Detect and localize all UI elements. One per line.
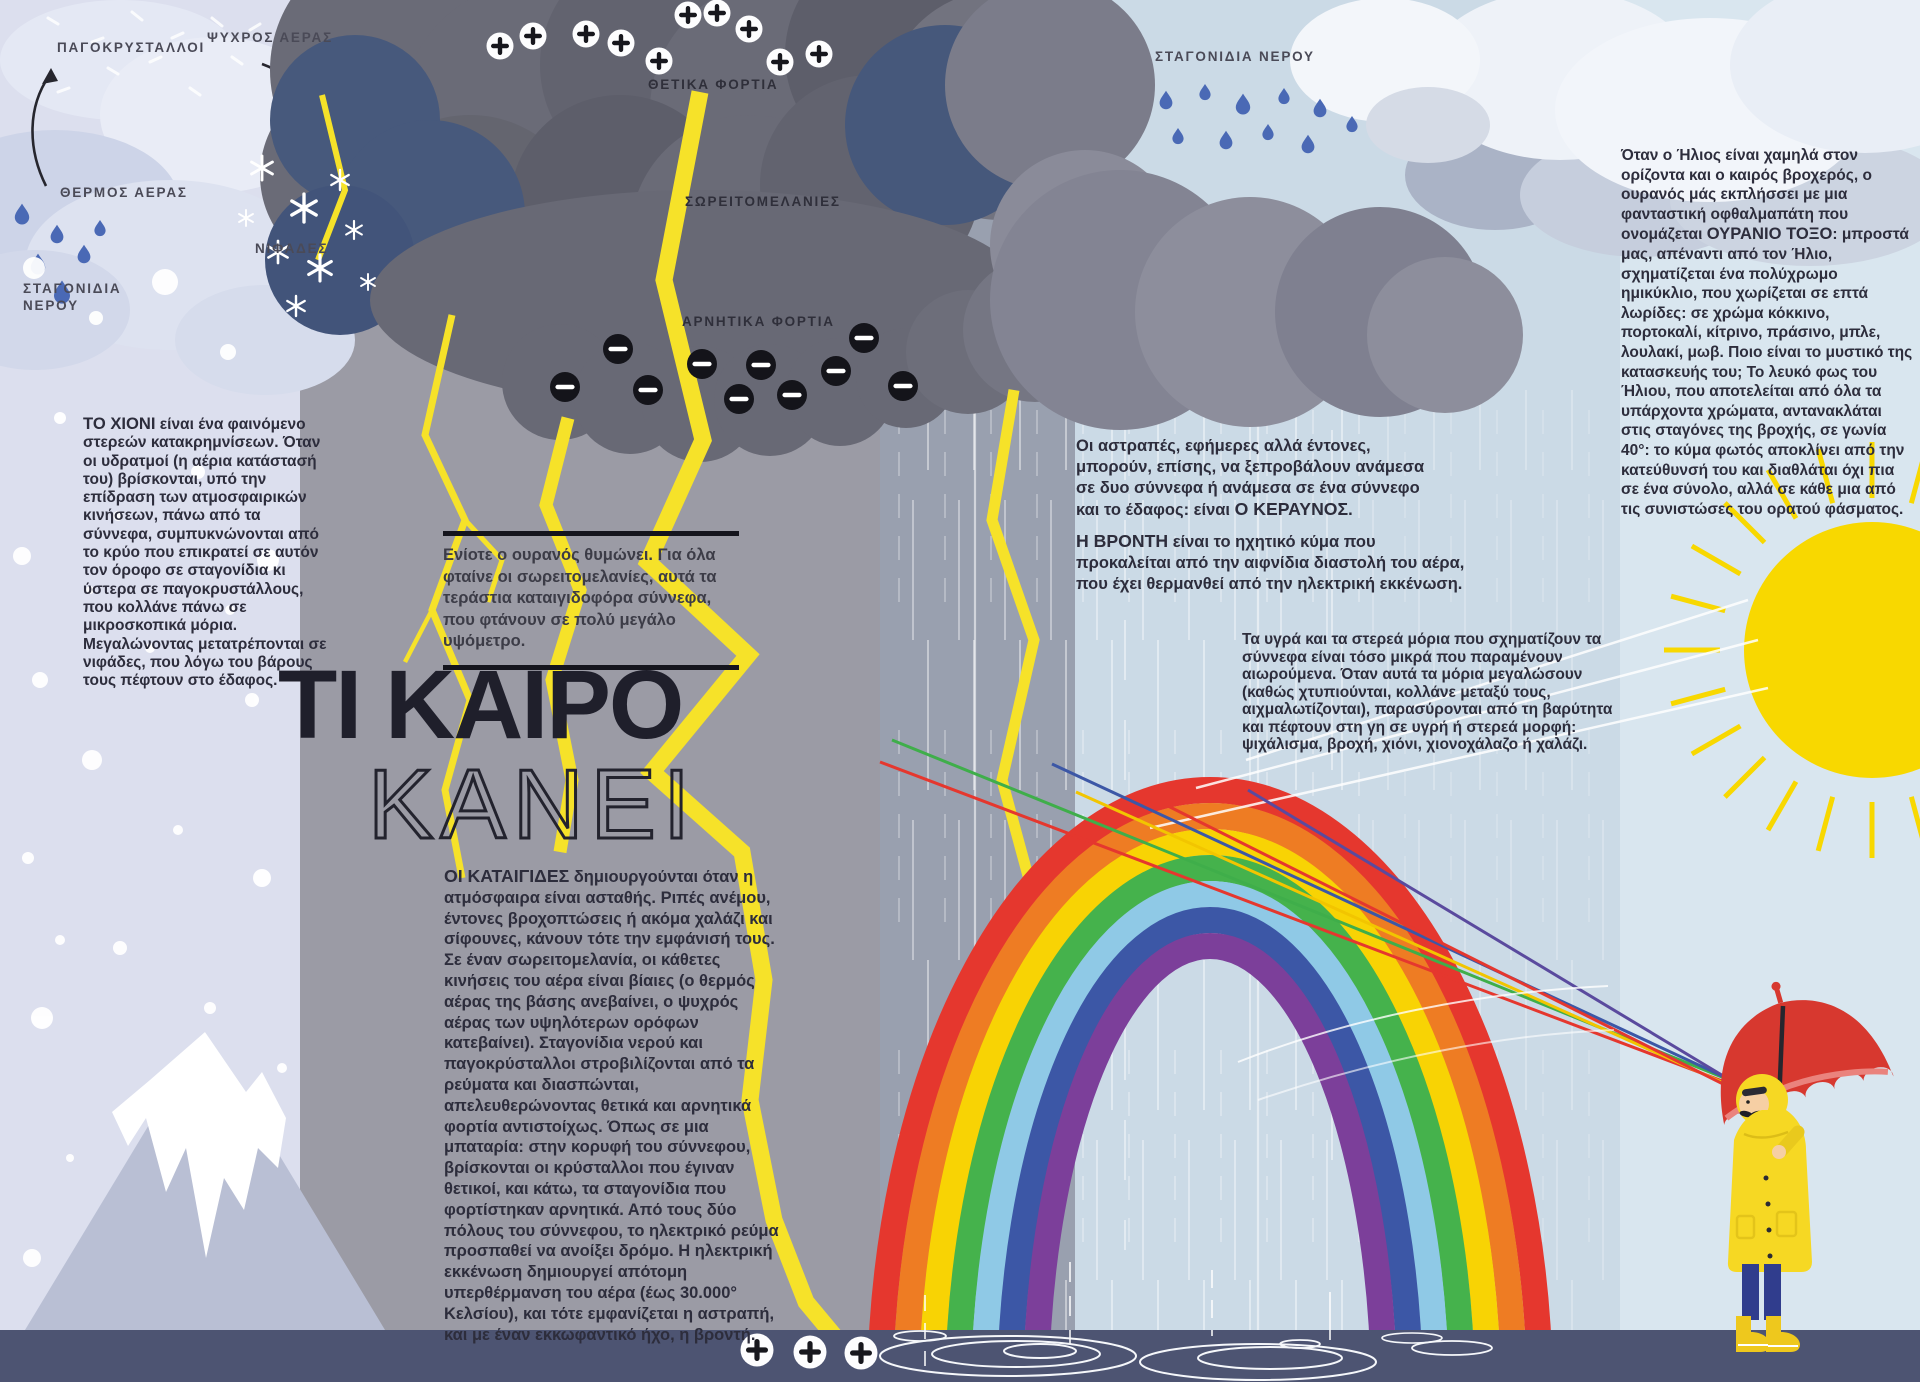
eye — [1746, 1100, 1750, 1104]
storms-section-body: δημιουργούνται όταν η ατμόσφαιρα είναι ασταθής. Ριπές ανέμου, έντονες βροχοπτώσεις ή ακόμα χαλάζι και σίφουνες, κάνουν τότε την εμφάνισή τους. Σε έναν σωρειτομελανία, οι κάθετες κινήσεις του αέρα είναι βίαιες (ο θερμός αέρας της βάσης ανεβαίνει, ο ψυχρός αέρας των υψηλότερων ορόφων κατεβαίνει). Σταγονίδια νερού και παγοκρύσταλλοι στροβιλίζονται από τα ρεύματα και διασπώνται, απελευθερώνοντας θετικά και αρνητικά φορτία αντιστοίχως. Όπως σε μια μπαταρία: στην κορυφή του σύννεφου, βρίσκονται οι κρύσταλλοι που έγιναν θετικοί, και κάτω, τα σταγονίδια που φορτίστηκαν αρνητικά. Από τους δύο πόλους του σύννεφου, το ηλεκτρικό ρεύμα προσπαθεί να ανοίξει δρόμο. Η ηλεκτρική εκκένωση δημιουργεί απότομη υπερθέρμανση του αέρα (έως 30.000° Κελσίου), και τότε εμφανίζεται η αστραπή, και με έναν εκκωφαντικό ήχο, η βροντή. — [444, 868, 779, 1344]
negative-charge-icon — [777, 380, 807, 410]
positive-charge-icon — [487, 33, 514, 60]
negative-charge-icon — [888, 371, 918, 401]
button — [1766, 1202, 1771, 1207]
label-cumulonimbus: ΣΩΡΕΙΤΟΜΕΛΑΝΙΕΣ — [685, 194, 841, 209]
positive-charge-icon — [767, 49, 794, 76]
page-title-line2: ΚΑΝΕΙ — [368, 749, 698, 859]
negative-charge-icon — [603, 334, 633, 364]
positive-charge-icon — [806, 41, 833, 68]
cumulonimbus-callout: Ενίοτε ο ουρανός θυμώνει. Για όλα φταίνε οι σωρειτομελανίες, αυτά τα τεράστια καταιγιδοφόρα σύννεφα, που φτάνουν σε πολύ μεγάλο υψόμετρο. — [443, 531, 739, 670]
pants-leg — [1742, 1264, 1759, 1320]
button — [1768, 1254, 1773, 1259]
label-warm-air: ΘΕΡΜΟΣ ΑΕΡΑΣ — [60, 185, 188, 200]
positive-charge-icon — [794, 1336, 827, 1369]
positive-charge-icon — [608, 30, 635, 57]
label-negative-charges: ΑΡΝΗΤΙΚΑ ΦΟΡΤΙΑ — [682, 314, 835, 329]
rainbow-section-bold: ΟΥΡΑΝΙΟ ΤΟΞΟ — [1706, 224, 1833, 244]
lightning-section-text — [1076, 436, 1444, 521]
negative-charge-icon — [849, 323, 879, 353]
precipitation-section-text: Τα υγρά και τα στερεά μόρια που σχηματίζουν τα σύννεφα είναι τόσο μικρά που παραμένουν αιωρούμενα. Όταν αυτά τα μόρια μεγαλώσουν (καθώς χτυπιούνται, κολλάνε μεταξύ τους, αιχμαλωτίζονται), παρασύρονται από τη βαρύτητα και πέφτουν στη γη σε υγρή ή στερεά μορφή: ψιχάλισμα, βροχή, χιόνι, χιονοχάλαζο ή χαλάζι. — [1242, 631, 1613, 753]
pants-leg — [1764, 1264, 1781, 1320]
label-water-droplets-left: ΣΤΑΓΟΝΙΔΙΑ ΝΕΡΟΥ — [23, 281, 122, 313]
rainbow-section-text — [1621, 146, 1913, 519]
label-snowflakes: ΝΙΦΑΔΕΣ — [255, 241, 329, 256]
positive-charge-icon — [675, 2, 702, 29]
positive-charge-icon — [704, 0, 731, 27]
negative-charge-icon — [724, 384, 754, 414]
positive-charge-icon — [845, 1337, 878, 1370]
negative-charge-icon — [746, 350, 776, 380]
positive-charge-icon — [573, 21, 600, 48]
positive-charge-icon — [520, 23, 547, 50]
lightning-section-body: Οι αστραπές, εφήμερες αλλά έντονες, μπορούν, επίσης, να ξεπροβάλουν ανάμεσα σε δυο σύννεφα ή ανάμεσα σε ένα σύννεφο και το έδαφος: είναι — [1076, 437, 1425, 519]
negative-charge-icon — [550, 372, 580, 402]
thunder-section-text — [1076, 531, 1468, 595]
page-title-line1: ΤΙ ΚΑΙΡΟ — [278, 650, 683, 759]
label-water-droplets-right: ΣΤΑΓΟΝΙΔΙΑ ΝΕΡΟΥ — [1155, 49, 1315, 64]
lightning-section-tail: . — [1348, 501, 1353, 519]
negative-charge-icon — [821, 356, 851, 386]
label-cold-air: ΨΥΧΡΟΣ ΑΕΡΑΣ — [207, 30, 333, 45]
thunder-section-lead: Η ΒΡΟΝΤΗ — [1076, 531, 1169, 551]
storms-section-text — [444, 866, 784, 1345]
rainbow-section-body: Όταν ο Ήλιος είναι χαμηλά στον ορίζοντα και ο καιρός βροχερός, ο ουρανός μάς εκπλήσσει με μια φανταστική οφθαλμαπάτη που ονομάζεται — [1621, 147, 1872, 244]
snow-section-body: είναι ένα φαινόμενο στερεών κατακρημνίσεων. Όταν οι υδρατμοί (η αέρια κατάστασή του) βρίσκονται, υπό την επίδραση των ατμοσφαιρικών κινήσεων, πάνω από τα σύννεφα, συμπυκνώνονται από το κρύο που επικρατεί σε αυτόν τον όροφο σε σταγονίδια κι ύστερα σε παγοκρυστάλλους, που κολλάνε πάνω σε μικροσκοπικά μόρια. Μεγαλώνοντας μετατρέπονται σε νιφάδες, που λόγω του βάρους τους πέφτουν στο έδαφος. — [83, 416, 327, 690]
thunder-section-body: είναι το ηχητικό κύμα που προκαλείται από την αιφνίδια διαστολή του αέρα, που έχει θερμανθεί από την ηλεκτρική εκκένωση. — [1076, 533, 1465, 593]
label-ice-crystals: ΠΑΓΟΚΡΥΣΤΑΛΛΟΙ — [57, 40, 206, 55]
lightning-section-bold: Ο ΚΕΡΑΥΝΟΣ — [1234, 499, 1349, 519]
label-positive-charges: ΘΕΤΙΚΑ ΦΟΡΤΙΑ — [648, 77, 779, 92]
snow-section-lead: ΤΟ ΧΙΟΝΙ — [83, 414, 156, 433]
negative-charge-icon — [687, 349, 717, 379]
positive-charge-icon — [736, 16, 763, 43]
positive-charge-icon — [646, 48, 673, 75]
storms-section-lead: ΟΙ ΚΑΤΑΙΓΙΔΕΣ — [444, 866, 570, 886]
rainbow-section-tail: : μπροστά μας, απέναντι από τον Ήλιο, σχηματίζεται ένα πολύχρωμο ημικύκλιο, που χωρίζεται σε επτά λωρίδες: σε χρώμα κόκκινο, πορτοκαλί, κίτρινο, πράσινο, μπλε, λουλακί, μωβ. Ποιο είναι το μυστικό της κατασκευής του; Το λευκό φως του Ήλιου, που αποτελείται από όλα τα υπάρχοντα χρώματα, αντανακλάται στις σταγόνες της βροχής, σε γωνία 40°: το κύμα φωτός αποκλίνει από την κατεύθυνσή του και διαθλάται όχι πια σε ένα σύνολο, αλλά σε κάθε μια από τις συνιστώσες του ορατού φάσματος. — [1621, 226, 1913, 518]
button — [1764, 1176, 1769, 1181]
button — [1767, 1228, 1772, 1233]
hand — [1772, 1145, 1786, 1159]
negative-charge-icon — [633, 375, 663, 405]
